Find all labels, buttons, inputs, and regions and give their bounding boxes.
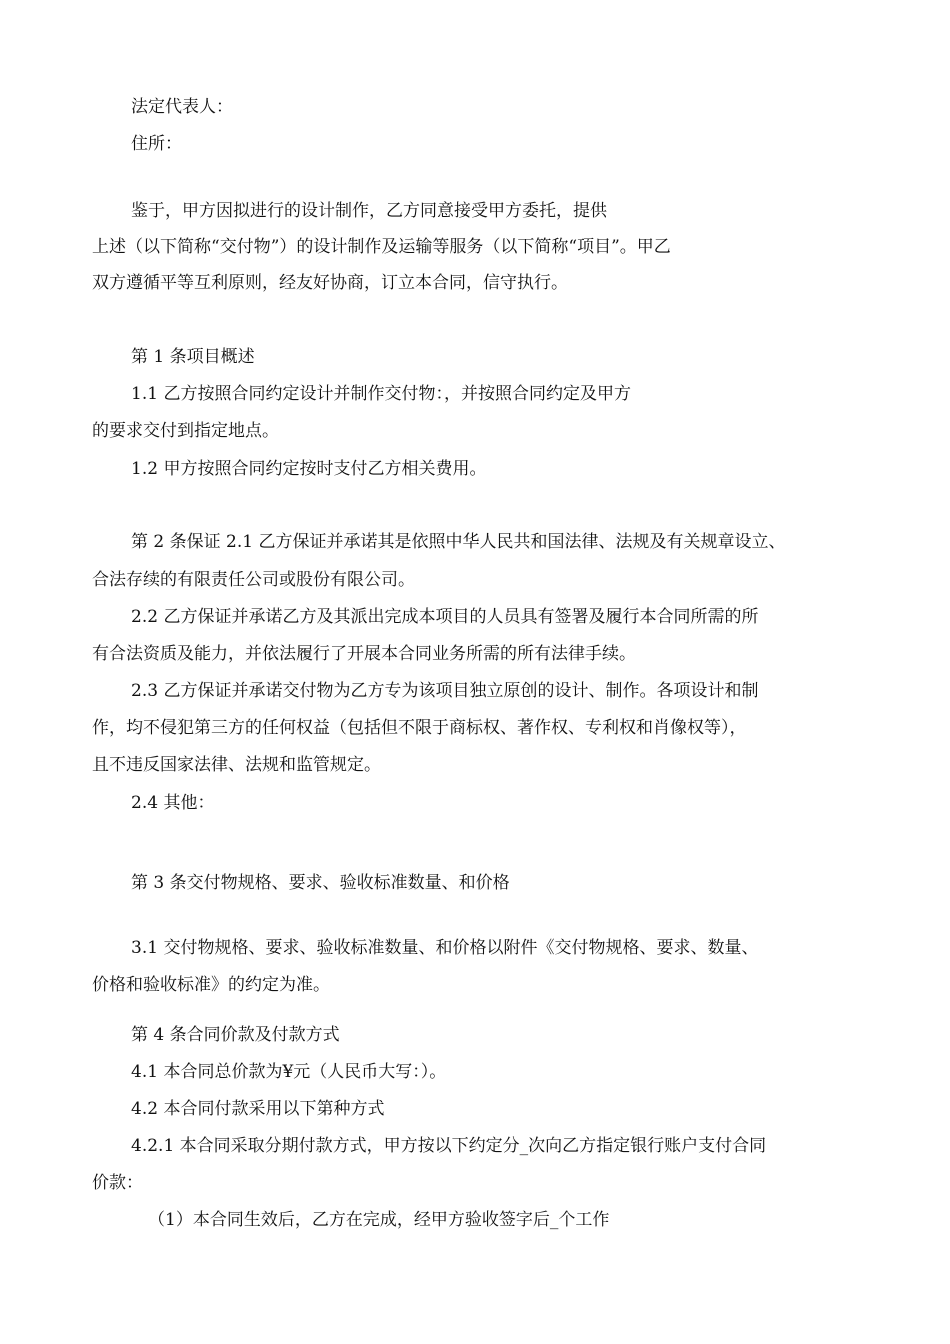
article-1-title: 第 1 条项目概述 <box>131 347 255 367</box>
clause-1-2: 1.2 甲方按照合同约定按时支付乙方相关费用。 <box>131 459 487 479</box>
article-4-title: 第 4 条合同价款及付款方式 <box>131 1025 340 1045</box>
address-label: 住所： <box>131 134 182 154</box>
clause-2-2-cont: 有合法资质及能力，并依法履行了开展本合同业务所需的所有法律手续。 <box>92 644 636 664</box>
clause-1-1: 1.1 乙方按照合同约定设计并制作交付物：，并按照合同约定及甲方 <box>131 384 631 404</box>
preamble-line: 上述（以下简称“交付物”）的设计制作及运输等服务（以下简称“项目”。甲乙 <box>92 237 671 257</box>
clause-3-1-cont: 价格和验收标准》的约定为准。 <box>92 975 330 995</box>
preamble-line: 双方遵循平等互利原则，经友好协商，订立本合同，信守执行。 <box>92 273 568 293</box>
payment-item-1: （1）本合同生效后，乙方在完成，经甲方验收签字后_个工作 <box>148 1210 610 1230</box>
clause-2-3-cont: 作，均不侵犯第三方的任何权益（包括但不限于商标权、著作权、专利权和肖像权等）， <box>92 718 747 738</box>
clause-1-1-cont: 的要求交付到指定地点。 <box>92 421 279 441</box>
clause-2-2: 2.2 乙方保证并承诺乙方及其派出完成本项目的人员具有签署及履行本合同所需的所 <box>131 607 759 627</box>
clause-4-2-1: 4.2.1 本合同采取分期付款方式，甲方按以下约定分_次向乙方指定银行账户支付合同 <box>131 1136 767 1156</box>
article-2-clause-2-1: 第 2 条保证 2.1 乙方保证并承诺其是依照中华人民共和国法律、法规及有关规章设立、 <box>131 532 786 552</box>
article-3-title: 第 3 条交付物规格、要求、验收标准数量、和价格 <box>131 873 510 893</box>
preamble-line: 鉴于，甲方因拟进行的设计制作，乙方同意接受甲方委托，提供 <box>131 201 607 221</box>
legal-representative-label: 法定代表人： <box>131 97 233 117</box>
clause-4-2: 4.2 本合同付款采用以下第种方式 <box>131 1099 385 1119</box>
clause-2-3: 2.3 乙方保证并承诺交付物为乙方专为该项目独立原创的设计、制作。各项设计和制 <box>131 681 759 701</box>
clause-4-1: 4.1 本合同总价款为¥元（人民币大写：）。 <box>131 1062 447 1082</box>
clause-2-1-cont: 合法存续的有限责任公司或股份有限公司。 <box>92 570 415 590</box>
clause-3-1: 3.1 交付物规格、要求、验收标准数量、和价格以附件《交付物规格、要求、数量、 <box>131 938 759 958</box>
clause-2-3-cont: 且不违反国家法律、法规和监管规定。 <box>92 755 381 775</box>
clause-4-2-1-cont: 价款： <box>92 1173 143 1193</box>
clause-2-4: 2.4 其他： <box>131 793 215 813</box>
